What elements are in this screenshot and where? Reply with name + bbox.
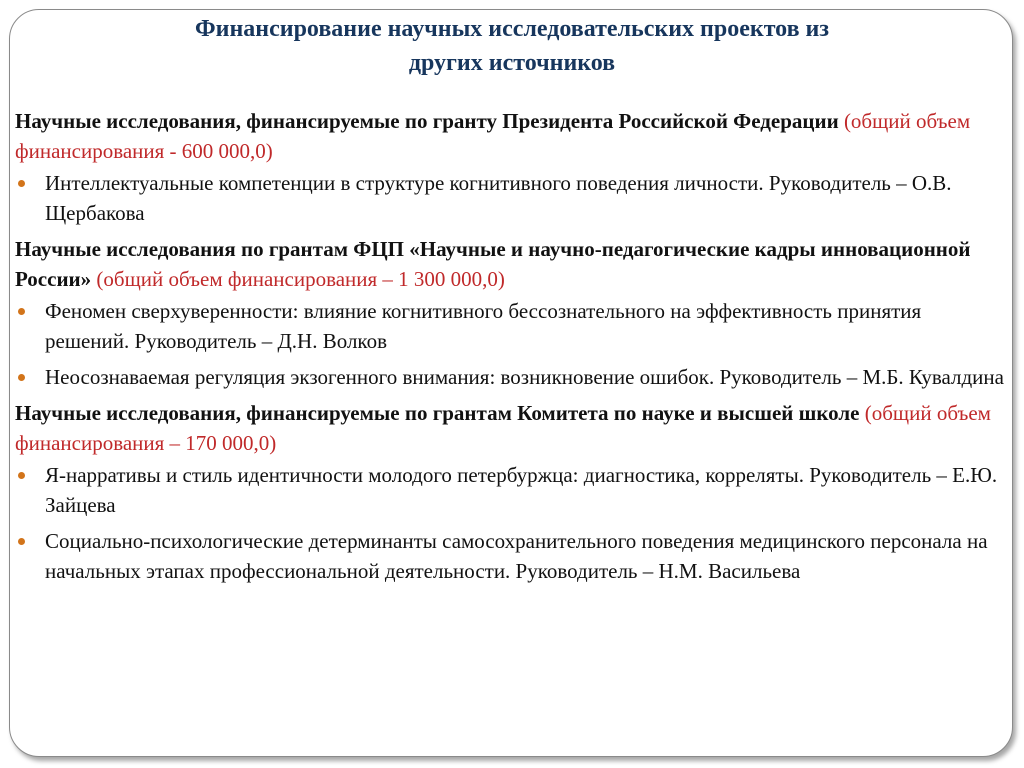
bullet-dot-icon — [18, 472, 25, 479]
bullet-dot-icon — [18, 180, 25, 187]
slide-content — [15, 106, 1005, 592]
project-list-fcp-grant — [15, 296, 1005, 392]
slide-title-line-1: Финансирование научных исследовательских проектов из — [195, 16, 829, 42]
list-item — [15, 296, 1005, 356]
bullet-dot-icon — [18, 538, 25, 545]
section-heading-fcp-grant — [15, 234, 1005, 294]
slide-title — [0, 12, 1024, 80]
section-heading-president-grant — [15, 106, 1005, 166]
project-text: Феномен сверхуверенности: влияние когнитивного бессознательного на эффективность принятия решений. Руководитель – Д.Н. Волков — [45, 299, 922, 353]
section-heading-text: Научные исследования, финансируемые по грантам Комитета по науке и высшей школе — [15, 401, 860, 425]
funding-amount: (общий объем финансирования - 600 000,0) — [15, 109, 971, 163]
funding-amount: (общий объем финансирования – 170 000,0) — [15, 401, 991, 455]
project-text: Социально-психологические детерминанты самосохранительного поведения медицинского персонала на начальных этапах профессиональной деятельности. Руководитель – Н.М. Васильева — [45, 529, 988, 583]
list-item — [15, 460, 1005, 520]
section-heading-text: Научные исследования, финансируемые по гранту Президента Российской Федерации — [15, 109, 839, 133]
project-list-president-grant — [15, 168, 1005, 228]
list-item — [15, 168, 1005, 228]
project-text: Интеллектуальные компетенции в структуре когнитивного поведения личности. Руководитель – О.В. Щербакова — [45, 171, 952, 225]
list-item — [15, 362, 1005, 392]
bullet-dot-icon — [18, 374, 25, 381]
slide-title-line-2: других источников — [408, 50, 616, 76]
project-text: Я-нарративы и стиль идентичности молодого петербуржца: диагностика, корреляты. Руководитель – Е.Ю. Зайцева — [45, 463, 998, 517]
list-item — [15, 526, 1005, 586]
funding-amount: (общий объем финансирования – 1 300 000,0) — [96, 267, 505, 291]
bullet-dot-icon — [18, 308, 25, 315]
section-heading-committee-grant — [15, 398, 1005, 458]
project-text: Неосознаваемая регуляция экзогенного внимания: возникновение ошибок. Руководитель – М.Б. Кувалдина — [45, 365, 1004, 389]
project-list-committee-grant — [15, 460, 1005, 586]
section-heading-text: Научные исследования по грантам ФЦП «Научные и научно-педагогические кадры инновационной России» — [15, 237, 971, 291]
